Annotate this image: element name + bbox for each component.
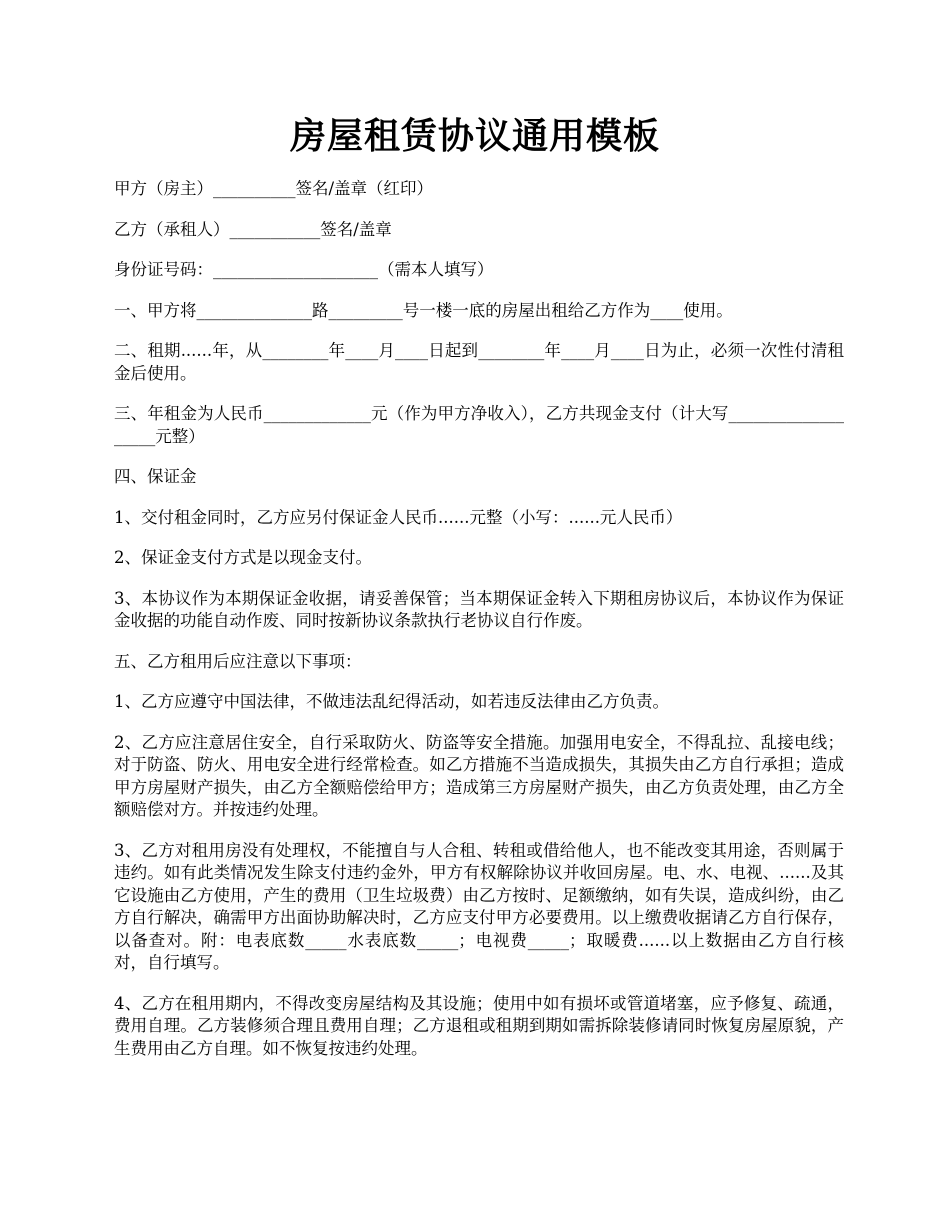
clause-2-lease-term: 二、租期......年，从________年____月____日起到________年____月____日为止，必须一次性付清租金后使用。 — [114, 341, 844, 383]
tenant-note-2: 2、乙方应注意居住安全，自行采取防火、防盗等安全措施。加强用电安全，不得乱拉、乱接电线；对于防盗、防火、用电安全进行经常检查。如乙方措施不当造成损失，其损失由乙方自行承担；造成甲方房屋财产损失，由乙方全额赔偿给甲方；造成第三方房屋财产损失，由乙方负责处理，由乙方全额赔偿对方。并按违约处理。 — [114, 732, 844, 819]
document-body — [114, 178, 844, 1078]
document-title: 房屋租赁协议通用模板 — [289, 115, 660, 157]
deposit-item-3: 3、本协议作为本期保证金收据，请妥善保管；当本期保证金转入下期租房协议后，本协议作为保证金收据的功能自动作废、同时按新协议条款执行老协议自行作废。 — [114, 588, 844, 630]
clause-1-property: 一、甲方将______________路_________号一楼一底的房屋出租给乙方作为____使用。 — [114, 300, 733, 320]
landlord-signature-line: 甲方（房主）__________签名/盖章（红印） — [114, 179, 434, 198]
clause-4-heading-deposit: 四、保证金 — [114, 467, 197, 486]
clause-3-annual-rent: 三、年租金为人民币_____________元（作为甲方净收入），乙方共现金支付（计大写___________________元整） — [114, 404, 844, 446]
tenant-note-1: 1、乙方应遵守中国法律，不做违法乱纪得活动，如若违反法律由乙方负责。 — [114, 692, 669, 711]
deposit-item-2: 2、保证金支付方式是以现金支付。 — [114, 548, 372, 567]
tenant-note-4: 4、乙方在租用期内，不得改变房屋结构及其设施；使用中如有损坏或管道堵塞，应予修复、疏通，费用自理。乙方装修须合理且费用自理；乙方退租或租期到期如需拆除装修请同时恢复房屋原貌，产生费用由乙方自理。如不恢复按违约处理。 — [114, 993, 844, 1058]
id-number-line: 身份证号码：____________________（需本人填写） — [114, 260, 494, 279]
tenant-signature-line: 乙方（承租人）___________签名/盖章 — [114, 219, 392, 239]
tenant-note-3: 3、乙方对租用房没有处理权，不能擅自与人合租、转租或借给他人，也不能改变其用途，否则属于违约。如有此类情况发生除支付违约金外，甲方有权解除协议并收回房屋。电、水、电视、......及其它设施由乙方使用，产生的费用（卫生垃圾费）由乙方按时、足额缴纳，如有失误，造成纠纷，由乙方自行解决，确需甲方出面协助解决时，乙方应支付甲方必要费用。以上缴费收据请乙方自行保存，以备查对。附：电表底数_____水表底数_____；电视费_____；取暖费......以上数据由乙方自行核对，自行填写。 — [114, 840, 844, 972]
deposit-item-1: 1、交付租金同时，乙方应另付保证金人民币......元整（小写：......元人民币） — [114, 507, 683, 527]
clause-5-heading-tenant-notes: 五、乙方租用后应注意以下事项： — [114, 651, 362, 671]
